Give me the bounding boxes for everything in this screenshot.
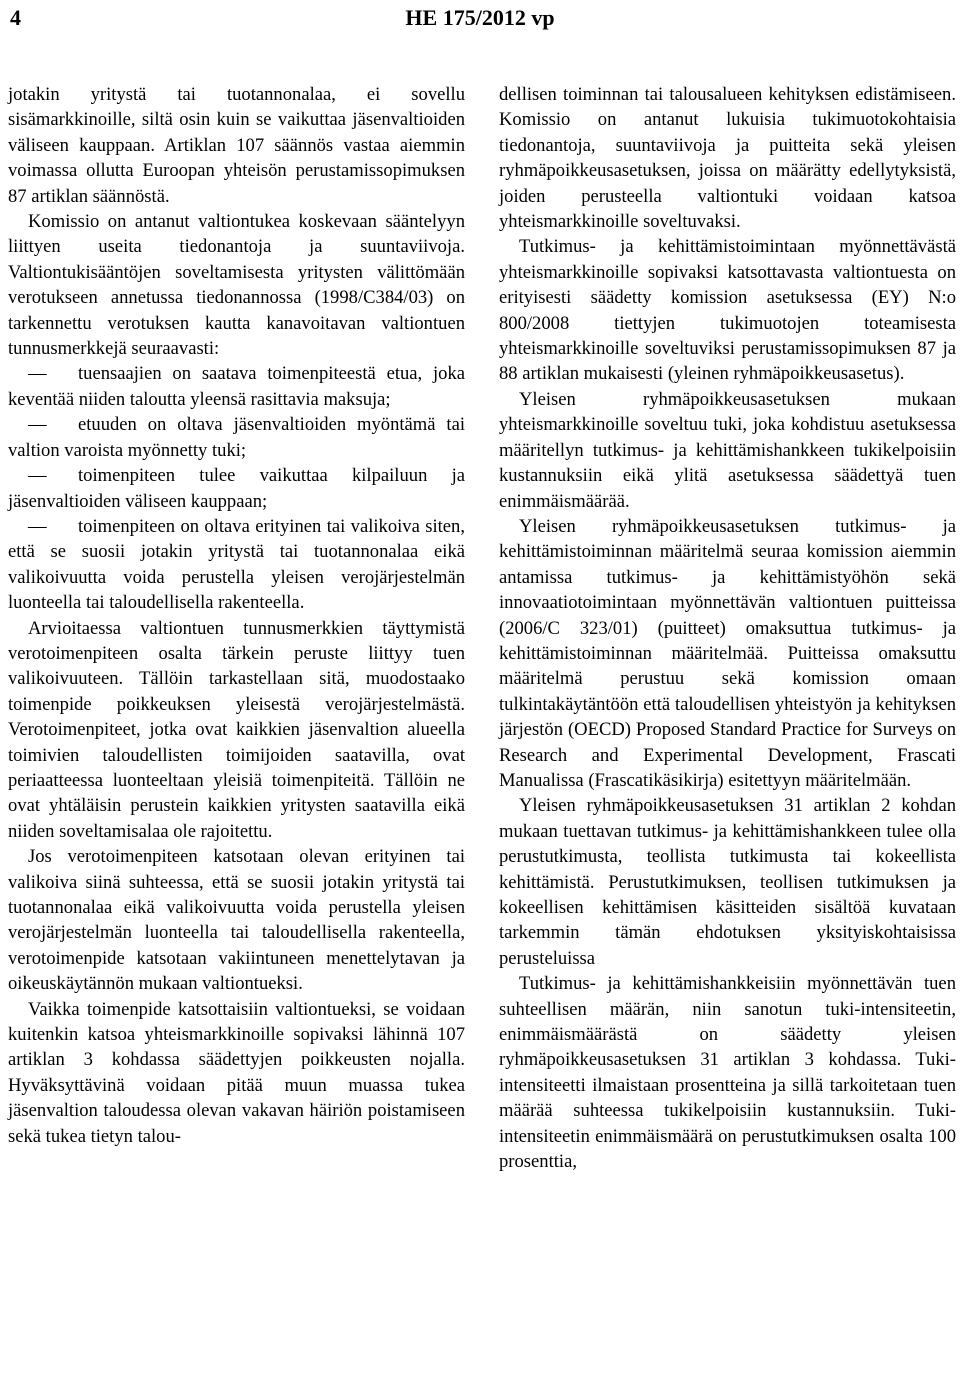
dash-bullet: — xyxy=(28,363,47,385)
paragraph: Yleisen ryhmäpoikkeusasetuksen tutkimus- ja kehittämistoiminnan määritelmä seuraa komission aiemmin antamissa tutkimus- ja kehittämistyöhön sekä innovaatiotoimintaan myönnettävän valtiontuen puitteissa (2006/C 323/01) (puitteet) omaksuttua tutkimus- ja kehittämistoiminnan määritelmää. Puitteissa omaksuttu määritelmä perustuu sekä komission omaan tulkintakäytäntöön että taloudellisen yhteistyön ja kehityksen järjestön (OECD) Proposed Standard Practice for Surveys on Research and Experimental Development, Frascati Manualissa (Frascatikäsikirja) esitettyyn määritelmään. xyxy=(499,515,956,791)
list-item-text: toimenpiteen tulee vaikuttaa kilpailuun ja jäsenvaltioiden väliseen kauppaan; xyxy=(8,465,465,512)
paragraph: jotakin yritystä tai tuotannonalaa, ei sovellu sisämarkkinoille, siltä osin kuin se vaikuttaa jäsenvaltioiden väliseen kauppaan. Artiklan 107 säännös vastaa aiemmin voimassa ollutta Euroopan yhteisön perustamissopimuksen 87 artiklan säännöstä. xyxy=(8,84,465,207)
dash-list-item xyxy=(8,463,465,514)
list-item-text: toimenpiteen on oltava erityinen tai valikoiva siten, että se suosii jotakin yritystä tai tuotannonalaa eikä valikoivuutta voida perustella yleisen verojärjestelmän luonteella tai taloudellisella rakenteella. xyxy=(8,515,465,614)
paragraph: Arvioitaessa valtiontuen tunnusmerkkien täyttymistä verotoimenpiteen osalta tärkein peruste liittyy tuen valikoivuuteen. Tällöin tarkastellaan sitä, muodostaako toimenpide poikkeuksen yleisestä verojärjestelmästä. Verotoimenpiteet, jotka ovat kaikkien jäsenvaltion alueella toimivien taloudellisten toimijoiden saatavilla, ovat periaatteessa luonteeltaan yleisiä toimenpiteitä. Tällöin ne ovat yhtäläisin perustein kaikkien yritysten saatavilla eikä niiden soveltamisalaa ole rajoitettu. xyxy=(8,617,465,842)
paragraph: Yleisen ryhmäpoikkeusasetuksen mukaan yhteismarkkinoille soveltuu tuki, joka kohdistuu asetuksessa määritellyn tutkimus- ja kehittämishankkeen tukikelpoisiin kustannuksiin eikä ylitä asetuksessa säädettyä tuen enimmäismäärää. xyxy=(499,388,956,512)
paragraph: Tutkimus- ja kehittämishankkeisiin myönnettävän tuen suhteellisen määrän, niin sanotun tuki-intensiteetin, enimmäismäärästä on säädetty yleisen ryhmäpoikkeusasetuksen 31 artiklan 3 kohdassa. Tuki-intensiteetti ilmaistaan prosentteina ja sillä tarkoitetaan tuen määrää suhteessa tukikelpoisiin kustannuksiin. Tuki-intensiteetin enimmäismäärä on perustutkimuksen osalta 100 prosenttia, xyxy=(499,973,956,1173)
left-column xyxy=(8,82,465,1149)
paragraph: Komissio on antanut valtiontukea koskevaan sääntelyyn liittyen useita tiedonantoja ja suuntaviivoja. Valtiontukisääntöjen soveltamisesta yritysten välittömään verotukseen annetussa tiedonannossa (1998/C384/03) on tarkennettu verotuksen kautta kanavoitavan valtiontuen tunnusmerkkejä seuraavasti: xyxy=(8,211,465,360)
dash-bullet: — xyxy=(28,414,47,436)
dash-list-item xyxy=(8,514,465,616)
right-column xyxy=(499,82,956,1174)
paragraph: Jos verotoimenpiteen katsotaan olevan erityinen tai valikoiva siinä suhteessa, että se suosii jotakin yritystä tai tuotannonalaa eikä valikoivuutta voida perustella yleisen verojärjestelmän luonteella tai taloudellisella rakenteella, verotoimenpide katsotaan vakiintuneen menettelytavan ja oikeuskäytännön mukaan valtiontueksi. xyxy=(8,846,465,995)
dash-bullet: — xyxy=(28,465,47,487)
document-id: HE 175/2012 vp xyxy=(405,5,555,30)
page-header xyxy=(0,0,960,40)
list-item-text: etuuden on oltava jäsenvaltioiden myöntämä tai valtion varoista myönnetty tuki; xyxy=(8,414,465,461)
dash-list-item xyxy=(8,412,465,463)
dash-bullet: — xyxy=(28,515,47,537)
paragraph: Tutkimus- ja kehittämistoimintaan myönnettävästä yhteismarkkinoille sopivaksi katsottavasta valtiontuesta on erityisesti säädetty komission asetuksessa (EY) N:o 800/2008 tiettyjen tukimuotojen toteamisesta yhteismarkkinoille soveltuviksi perustamissopimuksen 87 ja 88 artiklan mukaisesti (yleinen ryhmäpoikkeusasetus). xyxy=(499,236,956,385)
paragraph: dellisen toiminnan tai talousalueen kehityksen edistämiseen. Komissio on antanut lukuisia tukimuotokohtaisia tiedonantoja, suuntaviivoja ja puitteita sekä yleisen ryhmäpoikkeusasetuksen, joissa on määrätty edellytyksistä, joiden perusteella valtiontuki voidaan katsoa yhteismarkkinoille soveltuvaksi. xyxy=(499,84,956,233)
paragraph: Yleisen ryhmäpoikkeusasetuksen 31 artiklan 2 kohdan mukaan tuettavan tutkimus- ja kehittämishankkeen tulee olla perustutkimusta, teollista tutkimusta tai kokeellista kehittämistä. Perustutkimuksen, teollisen tutkimuksen ja kokeellisen kehittämisen käsitteiden sisältöä kuvataan tarkemmin tämän ehdotuksen yksityiskohtaisissa perusteluissa xyxy=(499,795,956,969)
page-number: 4 xyxy=(10,5,21,30)
paragraph: Vaikka toimenpide katsottaisiin valtiontueksi, se voidaan kuitenkin katsoa yhteismarkkinoille sopivaksi lähinnä 107 artiklan 3 kohdassa säädettyjen poikkeusten nojalla. Hyväksyttävinä voidaan pitää muun muassa tukea jäsenvaltion taloudessa olevan vakavan häiriön poistamiseen sekä tukea tietyn talou- xyxy=(8,998,465,1147)
dash-list-item xyxy=(8,361,465,412)
list-item-text: tuensaajien on saatava toimenpiteestä etua, joka keventää niiden taloutta yleensä rasittavia maksuja; xyxy=(8,363,465,410)
